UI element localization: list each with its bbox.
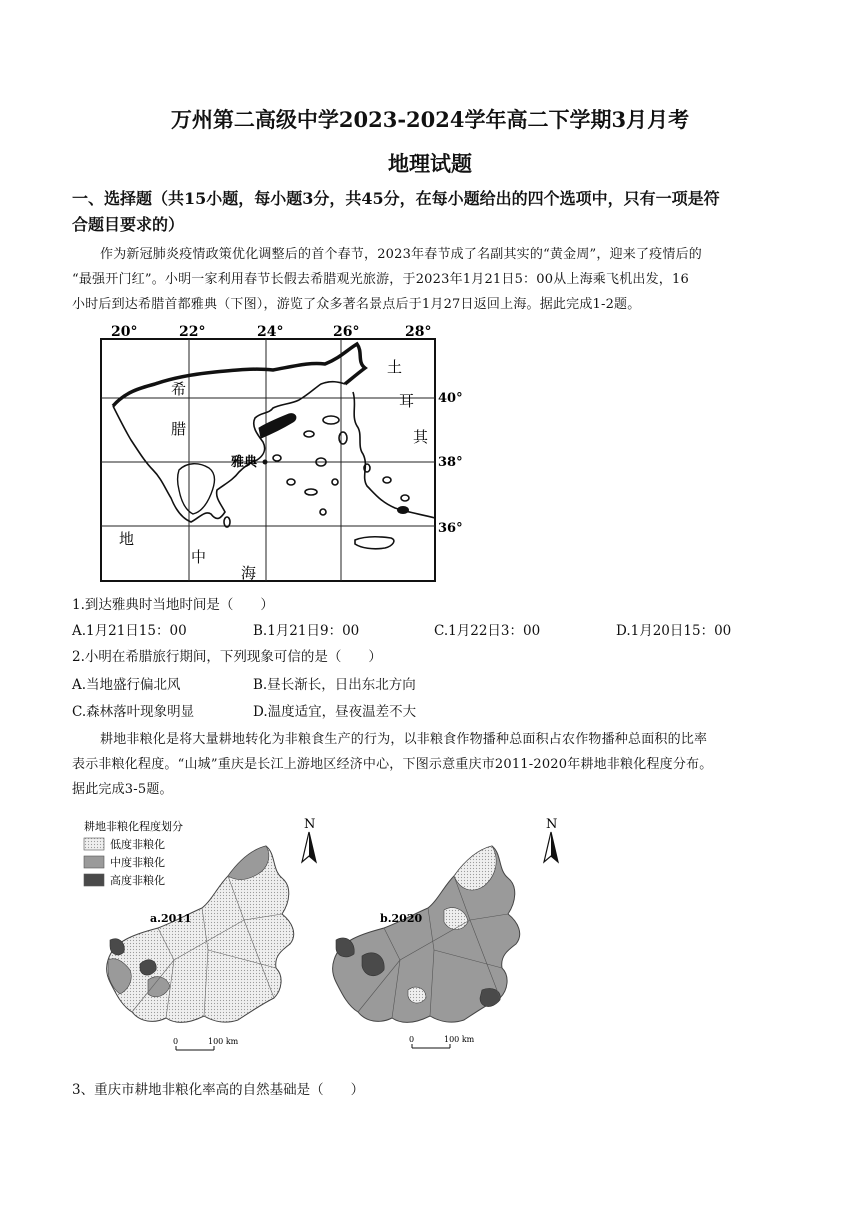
panel-label-2011: a.2011 [150, 912, 192, 925]
panel-label-2020: b.2020 [380, 912, 423, 925]
question-2-stem: 2.小明在希腊旅行期间，下列现象可信的是（ ） [72, 649, 382, 665]
legend-swatch-mid [84, 856, 104, 868]
aegean-islands [224, 416, 409, 527]
panel-2011 [107, 817, 316, 1050]
passage-chongqing [72, 727, 796, 802]
question-1-stem: 1.到达雅典时当地时间是（ ） [72, 597, 274, 613]
map-label-xi: 希 [171, 380, 187, 398]
northern-border [113, 344, 365, 406]
passage-line: 作为新冠肺炎疫情政策优化调整后的首个春节，2023年春节成了名副其实的“黄金周”，迎来了疫情后的 [100, 247, 702, 262]
q1-option-b[interactable]: B.1月21日9：00 [253, 623, 360, 639]
question-3-stem: 3、重庆市耕地非粮化率高的自然基础是（ ） [72, 1082, 365, 1098]
q2-option-d[interactable]: D.温度适宜，昼夜温差不大 [253, 704, 417, 720]
lon-label: 26° [333, 324, 360, 340]
passage-line: 耕地非粮化是将大量耕地转化为非粮食生产的行为，以非粮食作物播种总面积占农作物播种总面积的比率 [100, 732, 708, 747]
lat-label: 36° [438, 521, 463, 536]
legend-title: 耕地非粮化程度划分 [84, 820, 183, 833]
q2-option-a[interactable]: A.当地盛行偏北风 [72, 677, 181, 693]
passage-line: 表示非粮化程度。“山城”重庆是长江上游地区经济中心，下图示意重庆市2011-2020年耕地非粮化程度分布。 [72, 757, 713, 772]
north-label-2011: N [304, 817, 316, 832]
map-label-di: 地 [119, 530, 135, 548]
section-heading [72, 186, 792, 238]
section-heading-line1: 一、选择题（共15小题，每小题3分，共45分，在每小题给出的四个选项中，只有一项是符 [72, 189, 720, 208]
legend-label-high: 高度非粮化 [110, 874, 165, 887]
lon-label: 24° [257, 324, 284, 340]
map-frame [101, 339, 435, 581]
high-zone-2011 [140, 960, 156, 975]
lon-label: 22° [179, 324, 206, 340]
north-label-2020: N [546, 817, 558, 832]
athens-marker [263, 460, 268, 465]
q2-option-b[interactable]: B.昼长渐长，日出东北方向 [253, 677, 416, 693]
map-label-zhong: 中 [191, 548, 207, 566]
exam-title: 万州第二高级中学2023-2024学年高二下学期3月月考 [170, 107, 690, 132]
greece-coastline [113, 382, 345, 522]
lon-label: 20° [111, 324, 138, 340]
crete-island [355, 537, 394, 549]
scale-zero-2011: 0 [173, 1037, 179, 1046]
scale-label-2020: 100 km [444, 1035, 475, 1044]
lat-label: 40° [438, 391, 463, 406]
lon-label: 28° [405, 324, 432, 340]
q1-option-c[interactable]: C.1月22日3：00 [434, 623, 541, 639]
region-outline-2011 [107, 846, 294, 1022]
chongqing-map [78, 810, 578, 1070]
rhodes-island [397, 506, 409, 514]
legend-swatch-low [84, 838, 104, 850]
legend-label-mid: 中度非粮化 [110, 856, 165, 869]
euboea-island [259, 414, 296, 438]
legend-label-low: 低度非粮化 [110, 838, 165, 851]
exam-subtitle: 地理试题 [388, 151, 472, 176]
map-label-tu: 土 [387, 358, 403, 376]
passage-line: 据此完成3-5题。 [72, 782, 173, 797]
graticule [101, 339, 435, 581]
greece-map [95, 322, 475, 584]
passage-greece [72, 242, 796, 317]
lat-label: 38° [438, 455, 463, 470]
map-label-la: 腊 [171, 420, 187, 438]
map-label-athens: 雅典 [231, 455, 258, 470]
section-heading-line2: 合题目要求的） [72, 215, 185, 234]
q2-option-c[interactable]: C.森林落叶现象明显 [72, 704, 195, 720]
passage-line: “最强开门红”。小明一家利用春节长假去希腊观光旅游，于2023年1月21日5：00从上海乘飞机出发，16 [72, 272, 689, 287]
map-label-hai: 海 [241, 564, 257, 582]
map-label-qi: 其 [413, 428, 429, 446]
scale-label-2011: 100 km [208, 1037, 239, 1046]
turkey-coastline [353, 392, 435, 518]
passage-line: 小时后到达希腊首都雅典（下图），游览了众多著名景点后于1月27日返回上海。据此完成1-2题。 [72, 297, 641, 312]
map-label-er: 耳 [399, 392, 415, 410]
panel-2020 [333, 817, 558, 1048]
q1-option-a[interactable]: A.1月21日15：00 [72, 623, 187, 639]
legend-swatch-high [84, 874, 104, 886]
q1-option-d[interactable]: D.1月20日15：00 [616, 623, 732, 639]
peloponnese [178, 464, 215, 514]
scale-zero-2020: 0 [409, 1035, 415, 1044]
